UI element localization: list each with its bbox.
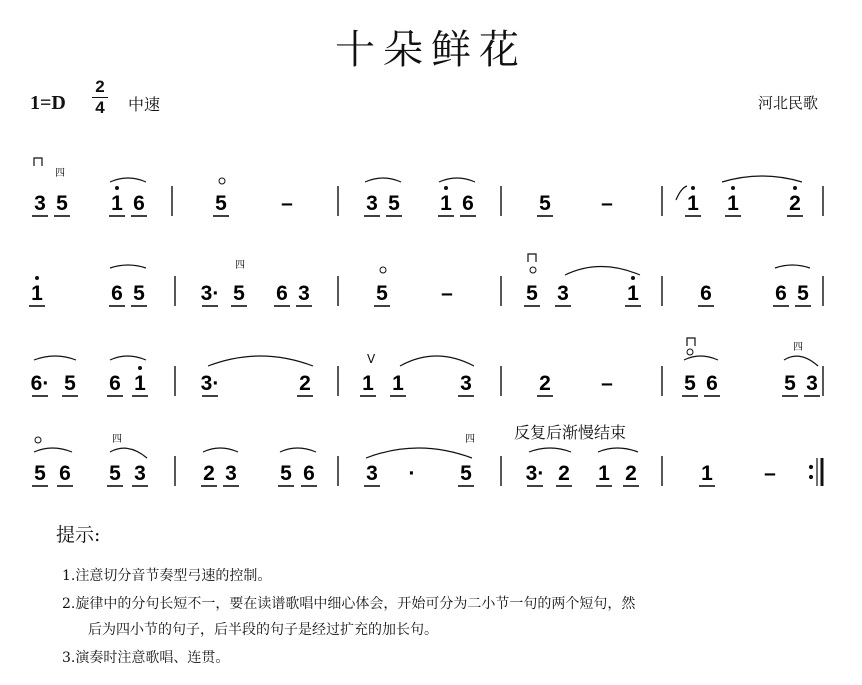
page-title: 十朵鲜花 — [335, 27, 527, 73]
grace-hook — [676, 186, 687, 200]
tips-heading: 提示: — [56, 524, 101, 546]
final-barline — [809, 458, 822, 486]
octave-dot — [138, 366, 142, 370]
note: 3· — [200, 372, 220, 395]
slur — [722, 176, 802, 182]
note: 5 — [460, 462, 472, 485]
slur — [684, 356, 718, 360]
slur — [110, 356, 146, 360]
slur — [784, 356, 818, 366]
slur — [110, 448, 147, 458]
note: 1 — [727, 192, 739, 215]
tip-1: 1.注意切分音节奏型弓速的控制。 — [62, 568, 272, 584]
down-bow-icon — [34, 158, 42, 166]
key-signature: 1=D — [30, 92, 66, 114]
string-mark: 四 — [465, 434, 475, 445]
note: – — [764, 462, 776, 485]
note: 3 — [366, 462, 378, 485]
note: – — [441, 282, 453, 305]
string-mark: 四 — [55, 168, 65, 179]
note: – — [601, 192, 613, 215]
note: 3 — [460, 372, 472, 395]
note: 1 — [701, 462, 713, 485]
note: 3 — [557, 282, 569, 305]
note: 2 — [299, 372, 311, 395]
note: 1 — [111, 192, 123, 215]
note: 1 — [598, 462, 610, 485]
time-numerator: 2 — [95, 77, 105, 96]
note: 5 — [539, 192, 551, 215]
octave-dot — [444, 186, 448, 190]
slur — [280, 448, 316, 452]
note: 6 — [775, 282, 787, 305]
slur — [203, 448, 238, 452]
note: 5 — [34, 462, 46, 485]
octave-dot — [631, 276, 635, 280]
repeat-dot — [809, 465, 812, 468]
note: 5 — [280, 462, 292, 485]
octave-dot — [793, 186, 797, 190]
note: 5 — [133, 282, 145, 305]
string-mark: 四 — [112, 434, 122, 445]
note: 1 — [627, 282, 639, 305]
note: 1 — [31, 282, 43, 305]
octave-dot — [691, 186, 695, 190]
string-mark: 四 — [235, 260, 245, 271]
time-denominator: 4 — [95, 98, 105, 117]
note: 2 — [203, 462, 215, 485]
tip-2-continued: 后为四小节的句子，后半段的句子是经过扩充的加长句。 — [88, 622, 438, 638]
slur — [34, 448, 72, 452]
harmonic-circle — [35, 437, 41, 443]
down-bow-marks — [34, 158, 695, 346]
down-bow-icon — [687, 338, 695, 346]
slur — [110, 265, 146, 268]
slur — [365, 178, 401, 182]
note: 1 — [687, 192, 699, 215]
note: – — [281, 192, 293, 215]
note: 5 — [64, 372, 76, 395]
note: 6 — [276, 282, 288, 305]
note: 5 — [376, 282, 388, 305]
note: – — [601, 372, 613, 395]
slur — [565, 267, 640, 276]
slur — [110, 178, 146, 182]
slur — [775, 265, 810, 268]
note: 5 — [215, 192, 227, 215]
note: 3 — [806, 372, 818, 395]
string-mark: 四 — [793, 342, 803, 353]
slur — [439, 178, 475, 182]
note: 5 — [233, 282, 245, 305]
octave-dot — [35, 276, 39, 280]
slurs — [34, 176, 818, 458]
tempo-marking: 中速 — [128, 95, 161, 114]
note: 1 — [440, 192, 452, 215]
slur — [598, 448, 638, 452]
slur — [366, 448, 472, 458]
note: 2 — [558, 462, 570, 485]
octave-dot — [731, 186, 735, 190]
harmonic-circle — [380, 267, 386, 273]
note: 5 — [526, 282, 538, 305]
note: 1 — [362, 372, 374, 395]
note: 6 — [303, 462, 315, 485]
note: 1 — [134, 372, 146, 395]
note: 5 — [784, 372, 796, 395]
note: 3 — [134, 462, 146, 485]
note: 3 — [225, 462, 237, 485]
note: 5 — [388, 192, 400, 215]
harmonic-circle — [687, 349, 693, 355]
note: 2 — [789, 192, 801, 215]
harmonic-circles — [35, 178, 693, 443]
note: 3· — [525, 462, 545, 485]
note: 6 — [700, 282, 712, 305]
note: 5 — [109, 462, 121, 485]
tip-3: 3.演奏时注意歌唱、连贯。 — [62, 650, 230, 666]
tip-2: 2.旋律中的分句长短不一，要在读谱歌唱中细心体会，开始可分为二小节一句的两个短句，然 — [62, 596, 636, 612]
note: 5 — [684, 372, 696, 395]
note: 5 — [797, 282, 809, 305]
down-bow-icon — [528, 254, 536, 262]
repeat-dot — [809, 475, 812, 478]
note: 1 — [392, 372, 404, 395]
note: 3· — [200, 282, 220, 305]
notes-layer — [29, 186, 823, 486]
note: 5 — [56, 192, 68, 215]
note: 6 — [706, 372, 718, 395]
harmonic-circle — [530, 267, 536, 273]
note: · — [408, 462, 416, 485]
note: 3 — [34, 192, 46, 215]
note: 2 — [539, 372, 551, 395]
note: 6 — [109, 372, 121, 395]
note: 6 — [59, 462, 71, 485]
staff-direction: 反复后渐慢结束 — [514, 423, 627, 442]
song-origin: 河北民歌 — [757, 94, 818, 112]
octave-dot — [115, 186, 119, 190]
note: 6· — [30, 372, 50, 395]
up-bow-mark: V — [367, 352, 376, 366]
slur — [400, 356, 474, 366]
slur — [208, 356, 313, 366]
note: 6 — [462, 192, 474, 215]
slur — [34, 356, 76, 360]
note: 2 — [625, 462, 637, 485]
note: 3 — [366, 192, 378, 215]
note: 6 — [133, 192, 145, 215]
slur — [529, 448, 571, 452]
note: 3 — [298, 282, 310, 305]
harmonic-circle — [219, 178, 225, 184]
note: 6 — [111, 282, 123, 305]
